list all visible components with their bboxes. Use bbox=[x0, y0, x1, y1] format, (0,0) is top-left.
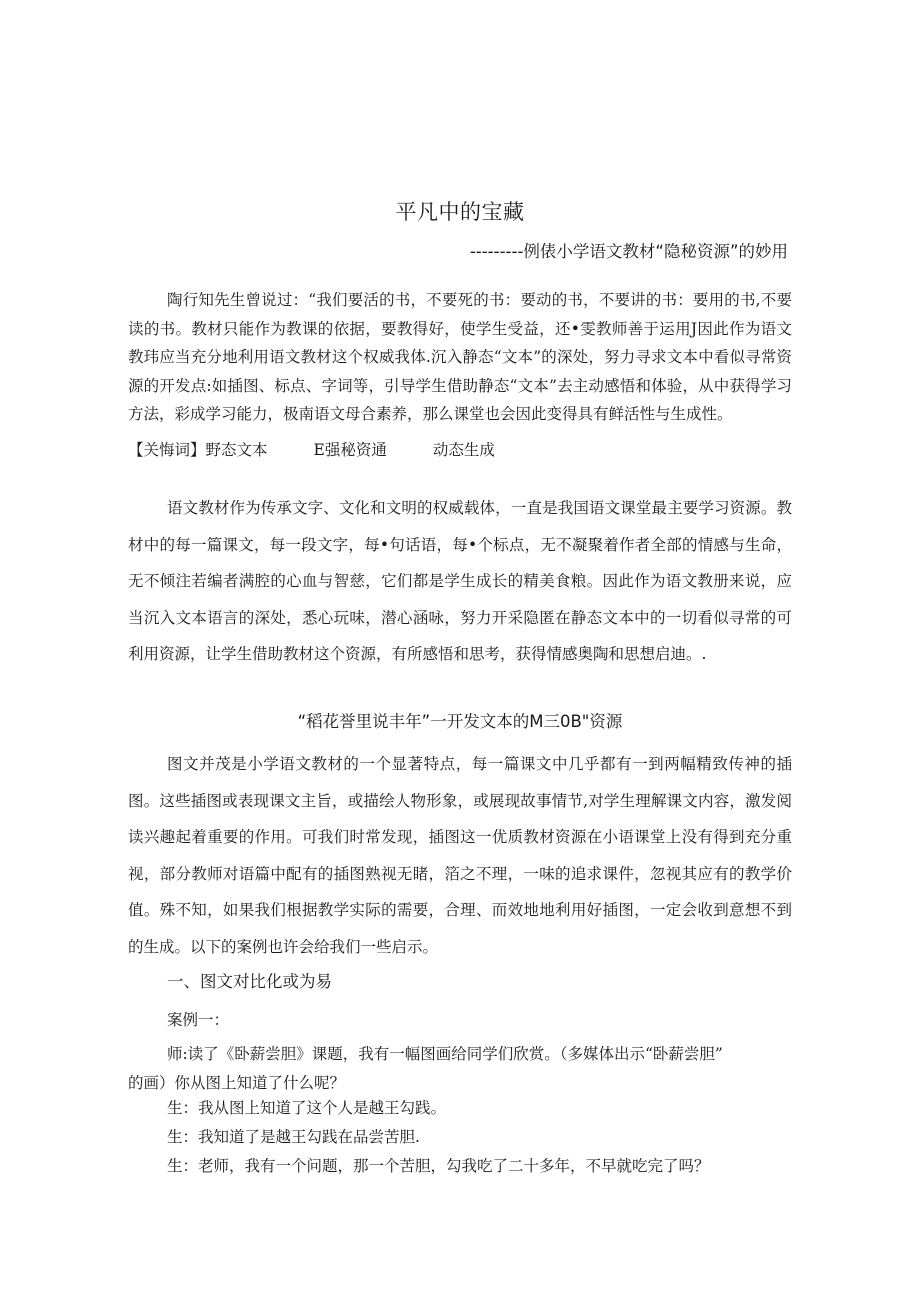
sub-heading: 一、图文对比化或为易 bbox=[167, 972, 332, 991]
document-title: 平凡中的宝藏 bbox=[395, 200, 525, 224]
keywords-label: 【关悔词】 bbox=[128, 441, 206, 459]
keyword-item: 动态生成 bbox=[432, 441, 495, 459]
dialogue-line-b: 的画）你从图上知道了什么呢？ bbox=[128, 1073, 346, 1092]
dialogue-line-a: 师:读了《卧薪尝胆》课题，我有一幅图画给同学们欣赏。（多媒体出示“卧薪尝胆” bbox=[167, 1045, 723, 1063]
dialogue-line-student: 生：我从图上知道了这个人是越王勾践。 bbox=[167, 1099, 447, 1117]
dialogue-line-teacher bbox=[128, 1040, 792, 1097]
keyword-item: 野态文本 bbox=[205, 441, 268, 459]
document-subtitle: ---------例俵小学语文教材“隐秘资源”的妙用 bbox=[469, 242, 788, 261]
abstract-paragraph: 陶行知先生曾说过：“我们要活的书，不要死的书：要动的书，不要讲的书：要用的书,不要读的书。教材只能作为教课的依据，要教得好，使学生受益，还•雯教师善于运用J因此作为语文教玮应当充分地利用语文教材这个权威我体.沉入静态“文本”的深处，努力寻求文本中看似寻常资源的开发点:如插图、标点、字词等，引导学生借助静态“文本”去主动感悟和体验，从中获得学习方法，彩成学习能力，极南语文母合素养，那么课堂也会因此变得具有鲜活性与生成性。 bbox=[128, 291, 792, 423]
section-heading: “稻花誉里说丰年”一开发文本的M三0B"资源 bbox=[297, 712, 623, 731]
keywords-line bbox=[128, 438, 495, 460]
dialogue-line-student: 生：我知道了是越王勾践在品尝苦胆. bbox=[167, 1128, 420, 1146]
case-label: 案例一： bbox=[167, 1011, 230, 1029]
dialogue-line-student: 生：老师，我有一个问题，那一个苦胆，勾我吃了二十多年，不早就吃完了吗？ bbox=[167, 1157, 710, 1175]
body-paragraph-2: 图文并茂是小学语文教材的一个显著特点，每一篇课文中几乎都有一到两幅精致传神的插图。这些插图或表现课文主旨，或描绘人物形象，或展现故事情节,对学生理解课文内容，激发阅读兴趣起着重要的作用。可我们时常发现，插图这一优质教材资源在小语课堂上没有得到充分重视，部分教师对语篇中配有的插图熟视无睹，箔之不理，一味的追求课件，忽视其应有的教学价值。殊不知，如果我们根据教学实际的需要，合理、而效地地利用好插图，一定会收到意想不到的生成。以下的案例也许会给我们一些启示。 bbox=[128, 755, 792, 956]
body-paragraph-1: 语文教材作为传承文字、文化和文明的权威载体，一直是我国语文课堂最主要学习资源。教材中的每一篇课文，每一段文字，每•句话语，每•个标点，无不凝聚着作者全部的情感与生命，无不倾注若编者满腔的心血与智慈，它们都是学生成长的精美食粮。因此作为语文教册来说，应当沉入文本语言的深处，悉心玩味，潜心涵咏，努力开采隐匿在静态文本中的一切看似寻常的可利用资源，让学生借助教材这个资源，有所感悟和思考，获得情感奥陶和思想启迪。. bbox=[128, 499, 792, 663]
keyword-item: E强秘资通 bbox=[313, 441, 387, 459]
